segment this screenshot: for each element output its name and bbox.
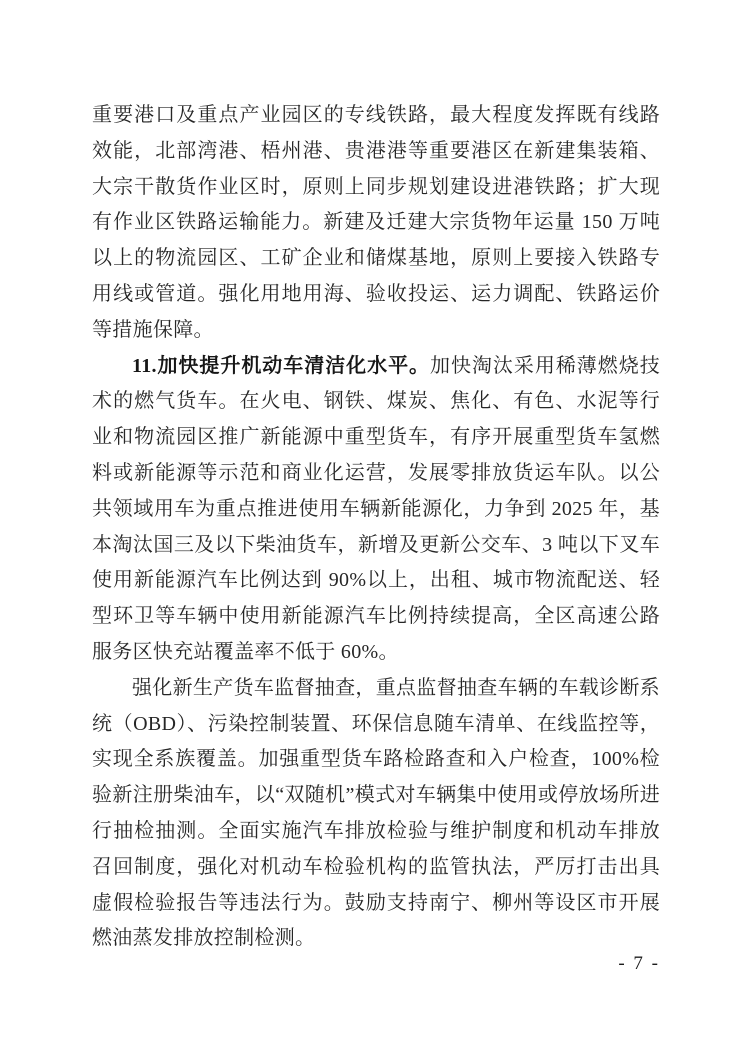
- paragraph-text: 强化新生产货车监督抽查，重点监督抽查车辆的车载诊断系统（OBD）、污染控制装置、环保信息随车清单、在线监控等，实现全系族覆盖。加强重型货车路检路查和入户检查，100%检验新注册柴油车，以“双随机”模式对车辆集中使用或停放场所进行抽检抽测。全面实施汽车排放检验与维护制度和机动车排放召回制度，强化对机动车检验机构的监管执法，严厉打击出具虚假检验报告等违法行为。鼓励支持南宁、柳州等设区市开展燃油蒸发排放控制检测。: [92, 676, 660, 950]
- paragraph-supervision: [92, 671, 660, 957]
- document-body: [92, 98, 660, 957]
- paragraph-text: 重要港口及重点产业园区的专线铁路，最大程度发挥既有线路效能，北部湾港、梧州港、贵港港等重要港区在新建集装箱、大宗干散货作业区时，原则上同步规划建设进港铁路；扩大现有作业区铁路运输能力。新建及迁建大宗货物年运量 150 万吨以上的物流园区、工矿企业和储煤基地，原则上要接入铁路专用线或管道。强化用地用海、验收投运、运力调配、铁路运价等措施保障。: [92, 104, 660, 341]
- paragraph-item-11: [92, 349, 660, 671]
- section-heading-11: 11.加快提升机动车清洁化水平。: [132, 354, 431, 377]
- paragraph-continuation: [92, 98, 660, 349]
- paragraph-text: 加快淘汰采用稀薄燃烧技术的燃气货车。在火电、钢铁、煤炭、焦化、有色、水泥等行业和物流园区推广新能源中重型货车，有序开展重型货车氢燃料或新能源等示范和商业化运营，发展零排放货运车队。以公共领域用车为重点推进使用车辆新能源化，力争到 2025 年，基本淘汰国三及以下柴油货车，新增及更新公交车、3 吨以下叉车使用新能源汽车比例达到 90%以上，出租、城市物流配送、轻型环卫等车辆中使用新能源汽车比例持续提高，全区高速公路服务区快充站覆盖率不低于 60%。: [92, 354, 660, 663]
- page-number: - 7 -: [618, 953, 660, 974]
